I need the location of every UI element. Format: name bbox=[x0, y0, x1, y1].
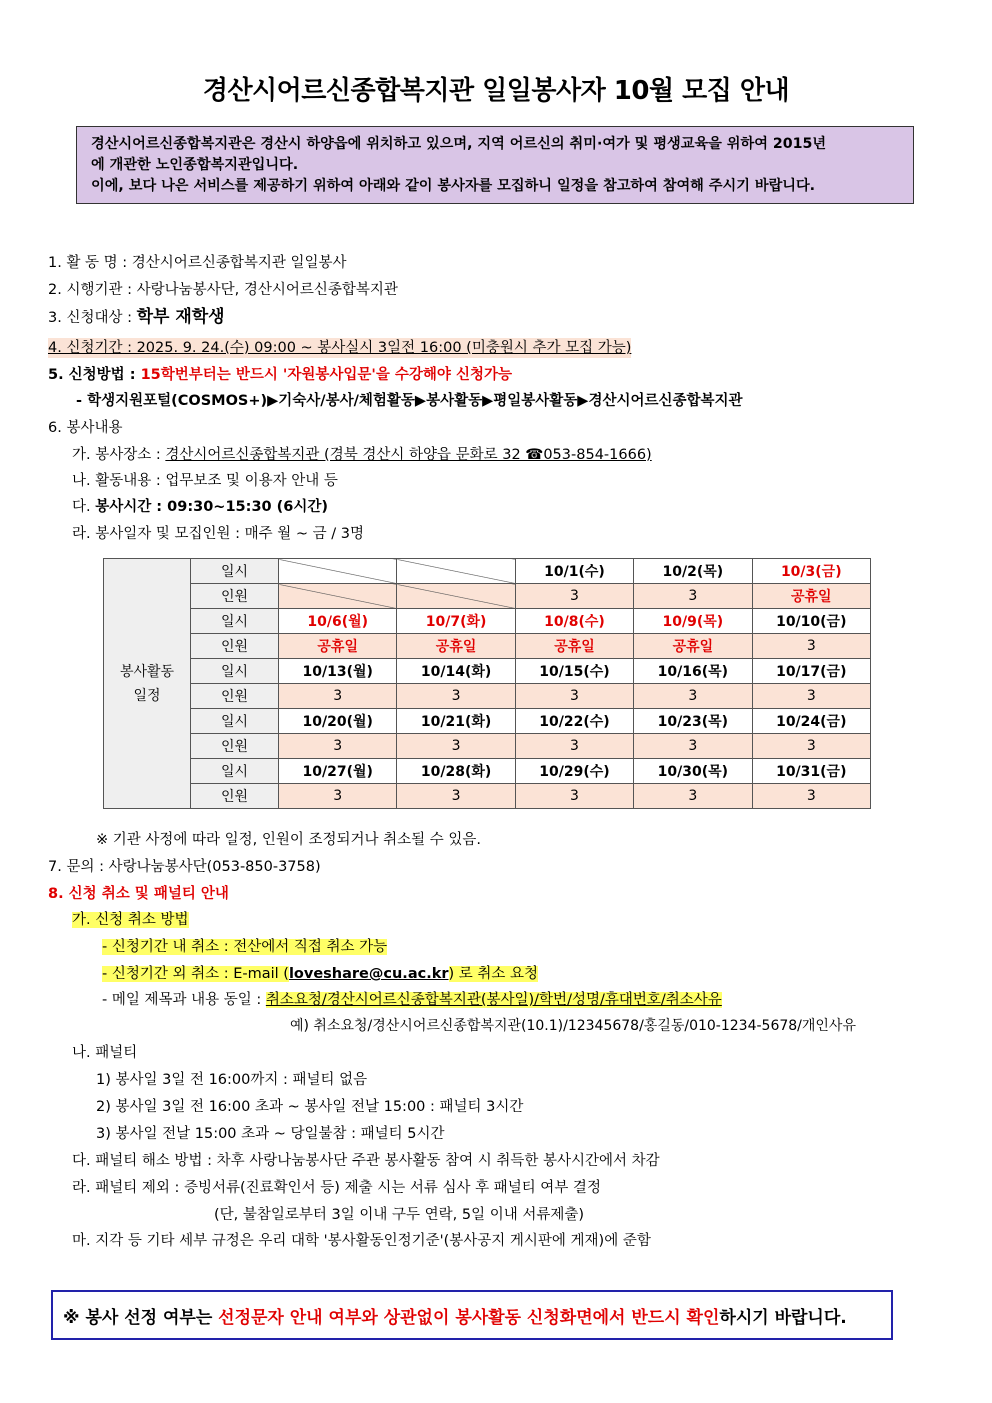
schedule-date-cell: 10/8(수) bbox=[515, 609, 633, 634]
schedule-date-cell: 10/31(금) bbox=[752, 759, 870, 784]
schedule-count-cell: 3 bbox=[515, 684, 633, 709]
count-row-label: 인원 bbox=[191, 634, 279, 659]
schedule-count-row bbox=[104, 734, 871, 759]
intro-line: 경산시어르신종합복지관은 경산시 하양읍에 위치하고 있으며, 지역 어르신의 취미·여가 및 평생교육을 위하여 2015년 bbox=[91, 136, 827, 152]
notice-part2: 선정문자 안내 여부와 상관없이 봉사활동 신청화면에서 반드시 확인 bbox=[218, 1308, 720, 1328]
item-target bbox=[48, 307, 225, 328]
item-work: 나. 활동내용 : 업무보조 및 이용자 안내 등 bbox=[72, 473, 338, 489]
schedule-date-cell: 10/21(화) bbox=[397, 709, 515, 734]
penalty-heading: 나. 패널티 bbox=[72, 1045, 138, 1061]
notice-part3: 하시기 바랍니다. bbox=[719, 1308, 847, 1328]
schedule-date-cell: 10/14(화) bbox=[397, 659, 515, 684]
intro-line: 에 개관한 노인종합복지관입니다. bbox=[91, 157, 299, 173]
cancel-outside-post: ) 로 취소 요청 bbox=[448, 966, 539, 982]
item-method-value: 15학번부터는 반드시 '자원봉사입문'을 수강해야 신청가능 bbox=[140, 367, 512, 383]
schedule-count-cell: 3 bbox=[279, 784, 397, 809]
schedule-count-cell bbox=[397, 584, 515, 609]
intro-line: 이에, 보다 나은 서비스를 제공하기 위하여 아래와 같이 봉사자를 모집하니 일정을 참고하여 참여해 주시기 바랍니다. bbox=[91, 178, 816, 194]
schedule-date-cell: 10/17(금) bbox=[752, 659, 870, 684]
intro-box bbox=[76, 126, 914, 204]
schedule-date-cell: 10/6(월) bbox=[279, 609, 397, 634]
schedule-table bbox=[103, 558, 871, 809]
penalty-item: 2) 봉사일 3일 전 16:00 초과 ~ 봉사일 전날 15:00 : 패널티 3시간 bbox=[96, 1099, 524, 1115]
item-method-path: - 학생지원포털(COSMOS+)▶기숙사/봉사/체험활동▶봉사활동▶평일봉사활동▶경산시어르신종합복지관 bbox=[76, 393, 743, 409]
cancel-mail-label: - 메일 제목과 내용 동일 : bbox=[102, 992, 266, 1008]
schedule-date-cell: 10/29(수) bbox=[515, 759, 633, 784]
schedule-count-cell: 공휴일 bbox=[634, 634, 752, 659]
schedule-count-cell: 3 bbox=[515, 784, 633, 809]
cancel-heading: 8. 신청 취소 및 패널티 안내 bbox=[48, 886, 229, 902]
item-time bbox=[72, 497, 328, 517]
schedule-date-cell: 10/22(수) bbox=[515, 709, 633, 734]
cancel-mail-value: 취소요청/경산시어르신종합복지관(봉사일)/학번/성명/휴대번호/취소사유 bbox=[265, 992, 722, 1008]
schedule-count-row bbox=[104, 784, 871, 809]
schedule-note: ※ 기관 사정에 따라 일정, 인원이 조정되거나 취소될 수 있음. bbox=[96, 832, 482, 848]
contact-line: 7. 문의 : 사랑나눔봉사단(053-850-3758) bbox=[48, 859, 321, 875]
schedule-count-cell: 3 bbox=[397, 784, 515, 809]
page-title: 경산시어르신종합복지관 일일봉사자 10월 모집 안내 bbox=[202, 76, 790, 106]
item-activity: 1. 활 동 명 : 경산시어르신종합복지관 일일봉사 bbox=[48, 255, 347, 271]
schedule-date-cell: 10/13(월) bbox=[279, 659, 397, 684]
schedule-date-row bbox=[104, 759, 871, 784]
item-place-value: 경산시어르신종합복지관 (경북 경산시 하양읍 문화로 32 ☎053-854-1666) bbox=[165, 447, 652, 463]
schedule-count-cell: 공휴일 bbox=[279, 634, 397, 659]
count-row-label: 인원 bbox=[191, 784, 279, 809]
schedule-date-cell: 10/15(수) bbox=[515, 659, 633, 684]
schedule-count-cell: 3 bbox=[279, 684, 397, 709]
schedule-group-label-line: 봉사활동 bbox=[119, 663, 175, 680]
other-rules: 마. 지각 등 기타 세부 규정은 우리 대학 '봉사활동인정기준'(봉사공지 게시판에 게재)에 준함 bbox=[72, 1233, 651, 1249]
schedule-date-cell: 10/10(금) bbox=[752, 609, 870, 634]
penalty-item: 3) 봉사일 전날 15:00 초과 ~ 당일불참 : 패널티 5시간 bbox=[96, 1126, 445, 1142]
schedule-count-cell: 3 bbox=[752, 684, 870, 709]
schedule-count-cell: 공휴일 bbox=[752, 584, 870, 609]
item-dates: 라. 봉사일자 및 모집인원 : 매주 월 ~ 금 / 3명 bbox=[72, 526, 364, 542]
schedule-date-row bbox=[104, 709, 871, 734]
count-row-label: 인원 bbox=[191, 684, 279, 709]
item-place bbox=[72, 445, 652, 465]
date-row-label: 일시 bbox=[191, 609, 279, 634]
notice-box bbox=[51, 1290, 893, 1340]
schedule-date-cell: 10/23(목) bbox=[634, 709, 752, 734]
schedule-count-cell: 공휴일 bbox=[397, 634, 515, 659]
schedule-date-cell: 10/27(월) bbox=[279, 759, 397, 784]
date-row-label: 일시 bbox=[191, 759, 279, 784]
email-link[interactable]: loveshare@cu.ac.kr bbox=[288, 966, 449, 982]
schedule-count-cell: 3 bbox=[397, 684, 515, 709]
item-target-label: 3. 신청대상 : bbox=[48, 310, 137, 326]
schedule-date-cell bbox=[397, 559, 515, 584]
schedule-count-cell: 3 bbox=[397, 734, 515, 759]
count-row-label: 인원 bbox=[191, 734, 279, 759]
schedule-date-cell: 10/28(화) bbox=[397, 759, 515, 784]
cancel-method-heading: 가. 신청 취소 방법 bbox=[72, 912, 189, 928]
schedule-count-cell: 3 bbox=[752, 634, 870, 659]
cancel-mail-format bbox=[102, 990, 722, 1010]
cancel-outside bbox=[102, 964, 538, 984]
item-target-value: 학부 재학생 bbox=[136, 307, 225, 327]
item-method-label: 5. 신청방법 : bbox=[48, 367, 141, 383]
item-place-label: 가. 봉사장소 : bbox=[72, 447, 166, 463]
schedule-date-cell: 10/20(월) bbox=[279, 709, 397, 734]
date-row-label: 일시 bbox=[191, 709, 279, 734]
cancel-mail-example: 예) 취소요청/경산시어르신종합복지관(10.1)/12345678/홍길동/010-1234-5678/개인사유 bbox=[290, 1018, 856, 1034]
schedule-count-cell: 3 bbox=[279, 734, 397, 759]
schedule-count-row bbox=[104, 684, 871, 709]
item-period: 4. 신청기간 : 2025. 9. 24.(수) 09:00 ~ 봉사실시 3일전 16:00 (미충원시 추가 모집 가능) bbox=[48, 340, 632, 356]
schedule-count-cell: 공휴일 bbox=[515, 634, 633, 659]
schedule-date-cell: 10/9(목) bbox=[634, 609, 752, 634]
schedule-date-cell: 10/3(금) bbox=[752, 559, 870, 584]
item-content: 6. 봉사내용 bbox=[48, 420, 123, 436]
schedule-count-cell: 3 bbox=[634, 734, 752, 759]
schedule-group-label-line: 일정 bbox=[133, 687, 161, 704]
penalty-exempt: 라. 패널티 제외 : 증빙서류(진료확인서 등) 제출 시는 서류 심사 후 패널티 여부 결정 bbox=[72, 1180, 601, 1196]
date-row-label: 일시 bbox=[191, 559, 279, 584]
schedule-count-cell: 3 bbox=[515, 584, 633, 609]
item-time-value: 봉사시간 : 09:30~15:30 (6시간) bbox=[95, 499, 329, 515]
schedule-count-cell: 3 bbox=[634, 784, 752, 809]
schedule-date-cell: 10/2(목) bbox=[634, 559, 752, 584]
schedule-count-cell: 3 bbox=[634, 584, 752, 609]
penalty-resolve: 다. 패널티 해소 방법 : 차후 사랑나눔봉사단 주관 봉사활동 참여 시 취득한 봉사시간에서 차감 bbox=[72, 1153, 660, 1169]
item-organizer: 2. 시행기관 : 사랑나눔봉사단, 경산시어르신종합복지관 bbox=[48, 282, 398, 298]
schedule-date-cell: 10/16(목) bbox=[634, 659, 752, 684]
schedule-date-row bbox=[104, 659, 871, 684]
schedule-count-cell: 3 bbox=[634, 684, 752, 709]
schedule-count-cell: 3 bbox=[752, 784, 870, 809]
date-row-label: 일시 bbox=[191, 659, 279, 684]
schedule-date-cell: 10/1(수) bbox=[515, 559, 633, 584]
schedule-date-cell: 10/7(화) bbox=[397, 609, 515, 634]
schedule-count-cell: 3 bbox=[515, 734, 633, 759]
count-row-label: 인원 bbox=[191, 584, 279, 609]
penalty-item: 1) 봉사일 3일 전 16:00까지 : 패널티 없음 bbox=[96, 1072, 368, 1088]
cancel-within: - 신청기간 내 취소 : 전산에서 직접 취소 가능 bbox=[102, 939, 388, 955]
schedule-date-cell: 10/30(목) bbox=[634, 759, 752, 784]
item-method bbox=[48, 365, 512, 385]
notice-part1: ※ 봉사 선정 여부는 bbox=[63, 1308, 219, 1328]
schedule-group-label bbox=[104, 559, 191, 809]
schedule-count-cell bbox=[279, 584, 397, 609]
schedule-count-row bbox=[104, 634, 871, 659]
schedule-date-row bbox=[104, 609, 871, 634]
schedule-date-cell bbox=[279, 559, 397, 584]
schedule-date-row bbox=[104, 559, 871, 584]
penalty-exempt-note: (단, 불참일로부터 3일 이내 구두 연락, 5일 이내 서류제출) bbox=[214, 1207, 585, 1223]
item-time-label: 다. bbox=[72, 499, 96, 515]
schedule-count-row bbox=[104, 584, 871, 609]
schedule-date-cell: 10/24(금) bbox=[752, 709, 870, 734]
schedule-count-cell: 3 bbox=[752, 734, 870, 759]
cancel-outside-pre: - 신청기간 외 취소 : E-mail ( bbox=[102, 966, 289, 982]
